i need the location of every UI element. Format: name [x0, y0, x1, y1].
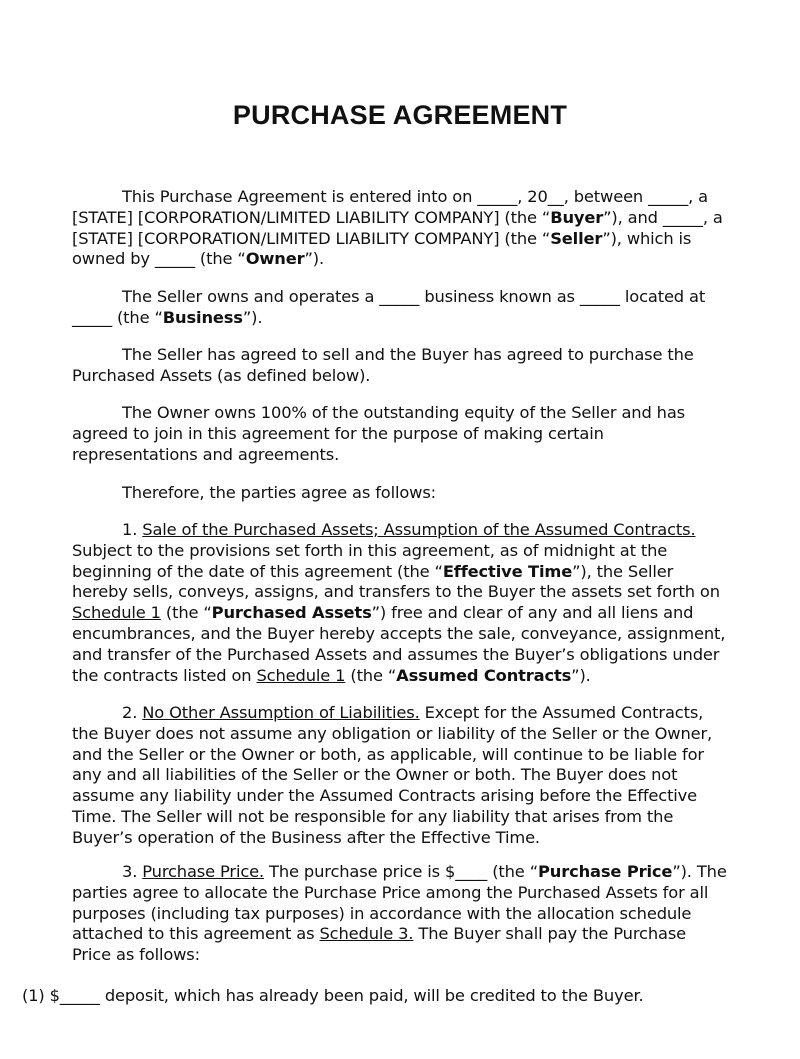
defined-term-purchase-price: Purchase Price: [537, 862, 673, 881]
text-run: ”).: [242, 307, 263, 327]
schedule-1-reference: Schedule 1: [72, 603, 161, 623]
text-run: (the “: [345, 665, 397, 685]
text-run: ”) free and clear of any and all liens and encumbrances, and the Buyer hereby accepts the sale, conveyance, assignment, and transfer of the Purchased Assets and assumes the Buyer’s obligations under the contracts listed on: [72, 603, 726, 685]
text-run: ”).: [304, 249, 324, 269]
defined-term-buyer: Buyer: [550, 207, 604, 227]
defined-term-owner: Owner: [245, 249, 305, 269]
section-2-heading: No Other Assumption of Liabilities.: [142, 703, 420, 722]
section-2-paragraph: [72, 703, 728, 849]
section-1-paragraph: [72, 520, 728, 686]
defined-term-effective-time: Effective Time: [442, 561, 573, 581]
text-run: ”).: [571, 665, 591, 685]
text-run: Except for the Assumed Contracts, the Buyer does not assume any obligation or liability of the Seller or the Owner, and the Seller or the Owner or both, as applicable, will continue to be liable for any and all liabilities of the Seller or the Owner or both. The Buyer does not assume any liability under the Assumed Contracts arising before the Effective Time. The Seller will not be responsible for any liability that arises from the Buyer’s operation of the Business after the Effective Time.: [72, 703, 713, 847]
text-run: ”), which is owned by _____ (the “: [72, 228, 692, 269]
defined-term-assumed-contracts: Assumed Contracts: [396, 665, 572, 685]
payment-item-1: (1) $_____ deposit, which has already been paid, will be credited to the Buyer.: [22, 986, 644, 1005]
text-run: ”), the Seller hereby sells, conveys, assigns, and transfers to the Buyer the assets set forth on: [72, 561, 720, 602]
text-run: ”), and _____, a [STATE] [CORPORATION/LIMITED LIABILITY COMPANY] (the “: [72, 207, 723, 248]
text-run: The Buyer shall pay the Purchase Price as follows:: [72, 924, 687, 965]
section-1-heading: Sale of the Purchased Assets; Assumption of the Assumed Contracts.: [142, 520, 696, 539]
text-run: ”). The parties agree to allocate the Purchase Price among the Purchased Assets for all purposes (including tax purposes) in accordance with the allocation schedule attached to this agreement as: [72, 862, 727, 944]
text-run: (the “: [160, 603, 212, 623]
document-title: PURCHASE AGREEMENT: [232, 100, 568, 130]
text-run: The purchase price is $____ (the “: [264, 862, 538, 881]
defined-term-seller: Seller: [550, 228, 603, 248]
schedule-1-reference: Schedule 1: [256, 665, 346, 685]
section-number: 1.: [122, 520, 143, 539]
business-paragraph: [72, 287, 728, 329]
recital-owner-paragraph: The Owner owns 100% of the outstanding equity of the Seller and has agreed to join in this agreement for the purpose of making certain representations and agreements.: [72, 403, 686, 464]
schedule-3-reference: Schedule 3.: [319, 924, 414, 944]
text-run: This Purchase Agreement is entered into on _____, 20__, between _____, a [STATE] [CORPORATION/LIMITED LIABILITY COMPANY] (the “: [72, 187, 708, 227]
agreement-lead-paragraph: Therefore, the parties agree as follows:: [122, 483, 436, 502]
text-run: The Seller owns and operates a _____ business known as _____ located at _____ (the “: [72, 287, 706, 327]
intro-paragraph: [72, 187, 728, 270]
recital-sale-paragraph: The Seller has agreed to sell and the Buyer has agreed to purchase the Purchased Assets (as defined below).: [72, 345, 694, 385]
section-number: 3.: [122, 862, 143, 881]
defined-term-business: Business: [162, 307, 243, 327]
text-run: Subject to the provisions set forth in this agreement, as of midnight at the beginning of the date of this agreement (the “: [72, 540, 668, 581]
section-number: 2.: [122, 703, 143, 722]
section-3-heading: Purchase Price.: [142, 862, 265, 881]
defined-term-purchased-assets: Purchased Assets: [211, 603, 372, 623]
section-3-paragraph: [72, 862, 728, 966]
